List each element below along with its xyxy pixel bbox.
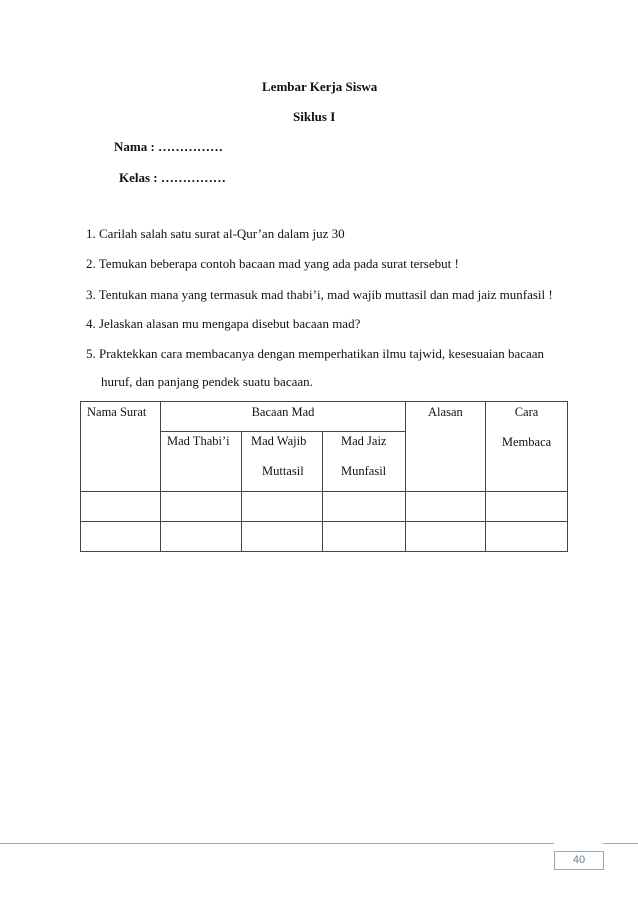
header-nama-surat [81,402,161,492]
page-number: 40 [554,851,604,870]
subheader-mad-jaiz [323,432,406,492]
name-field: Nama : …………… [114,139,224,154]
subheader-mad-thabii-label: Mad Thabi’i [167,434,230,448]
footer-rule-right [603,843,638,844]
table-cell [406,492,486,522]
footer-rule-left [0,843,554,844]
table-cell [81,522,161,552]
table-cell [161,522,242,552]
instruction-item-2: 2. Temukan beberapa contoh bacaan mad yang ada pada surat tersebut ! [86,256,459,271]
instruction-item-3: 3. Tentukan mana yang termasuk mad thabi’i, mad wajib muttasil dan mad jaiz munfasil ! [86,287,553,302]
table-cell [81,492,161,522]
header-bacaan-mad-label: Bacaan Mad [251,405,315,419]
header-nama-surat-label: Nama Surat [87,405,147,419]
table-cell [161,492,242,522]
table-cell [323,522,406,552]
instruction-item-5: 5. Praktekkan cara membacanya dengan memperhatikan ilmu tajwid, kesesuaian bacaan [86,346,545,361]
header-alasan-label: Alasan [428,405,463,419]
subheader-mad-jaiz-label: Mad Jaiz [341,434,387,448]
subheader-munfasil-label: Munfasil [341,464,387,478]
table-cell [242,492,323,522]
header-alasan [406,402,486,492]
table-cell [486,492,568,522]
table-row [81,522,568,552]
header-cara-membaca [486,402,568,492]
header-cara-label: Cara [514,405,539,419]
worksheet-table [80,401,568,552]
table-cell [242,522,323,552]
worksheet-title: Lembar Kerja Siswa [262,79,378,94]
instruction-item-1: 1. Carilah salah satu surat al-Qur’an dalam juz 30 [86,226,345,241]
subheader-mad-wajib [242,432,323,492]
table-cell [323,492,406,522]
header-membaca-label: Membaca [501,435,552,449]
subheader-mad-wajib-label: Mad Wajib [251,434,307,448]
instruction-item-4: 4. Jelaskan alasan mu mengapa disebut bacaan mad? [86,316,361,331]
table-row [81,492,568,522]
subheader-mad-thabii [161,432,242,492]
table-header-row [81,402,568,432]
table-cell [486,522,568,552]
subheader-muttasil-label: Muttasil [262,464,304,478]
header-bacaan-mad [161,402,406,432]
instruction-item-5-continued: huruf, dan panjang pendek suatu bacaan. [101,374,313,389]
class-field: Kelas : …………… [119,170,226,185]
cycle-subtitle: Siklus I [293,109,336,124]
table-cell [406,522,486,552]
